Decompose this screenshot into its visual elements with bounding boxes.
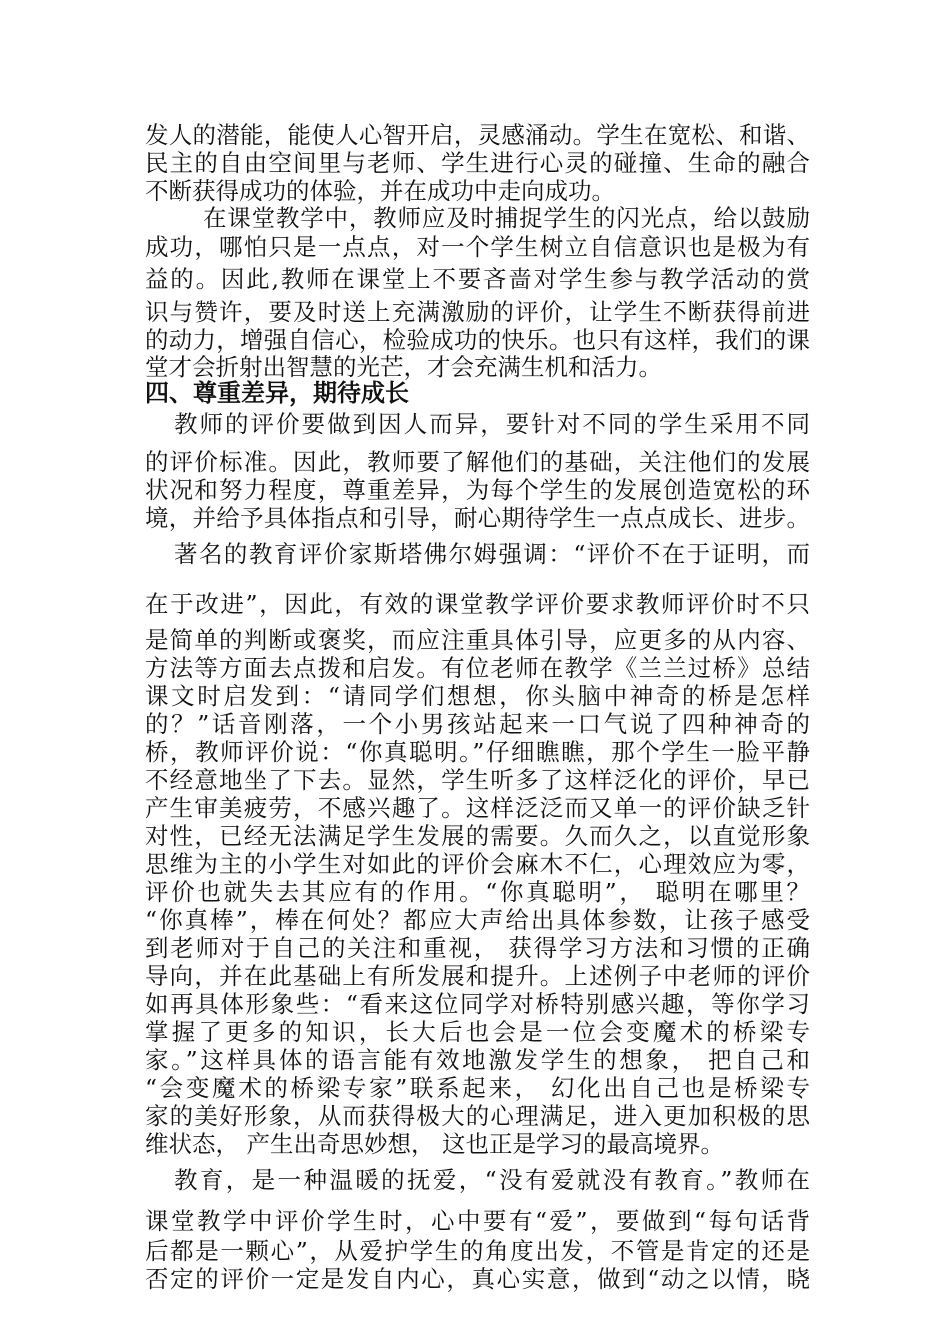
paragraph-4-line-10: 对性，已经无法满足学生发展的需要。久而久之，以直觉形象 — [145, 822, 810, 850]
paragraph-3-line-1: 教师的评价要做到因人而异，要针对不同的学生采用不同 — [174, 410, 810, 438]
paragraph-4-line-6: 的？”话音刚落，一个小男孩站起来一口气说了四种神奇的 — [145, 710, 810, 738]
paragraph-4-line-13: “你真棒”，棒在何处？都应大声给出具体参数，让孩子感受 — [145, 906, 810, 934]
paragraph-2-line-5: 的动力，增强自信心，检验成功的快乐。也只有这样，我们的课 — [145, 326, 810, 354]
paragraph-4-line-20: 家的美好形象，从而获得极大的心理满足，进入更加积极的思 — [145, 1102, 810, 1130]
paragraph-4-line-16: 如再具体形象些：“看来这位同学对桥特别感兴趣，等你学习 — [145, 990, 810, 1018]
paragraph-1-line-2: 民主的自由空间里与老师、学生进行心灵的碰撞、生命的融合 — [145, 149, 810, 177]
paragraph-4-line-3: 是简单的判断或褒奖，而应注重具体引导，应更多的从内容、 — [145, 626, 810, 654]
paragraph-4-line-14: 到老师对于自己的关注和重视， 获得学习方法和习惯的正确 — [145, 934, 810, 962]
paragraph-4-line-15: 导向，并在此基础上有所发展和提升。上述例子中老师的评价 — [145, 962, 810, 990]
paragraph-2-line-4: 识与赞许，要及时送上充满激励的评价，让学生不断获得前进 — [145, 298, 810, 326]
paragraph-5-line-4: 否定的评价一定是发自内心，真心实意，做到“动之以情，晓 — [145, 1265, 810, 1293]
paragraph-4-line-1: 著名的教育评价家斯塔佛尔姆强调：“评价不在于证明，而 — [174, 540, 810, 568]
paragraph-4-line-17: 掌握了更多的知识，长大后也会是一位会变魔术的桥梁专 — [145, 1018, 810, 1046]
paragraph-5-line-2: 课堂教学中评价学生时，心中要有“爱”，要做到“每句话背 — [145, 1207, 810, 1235]
paragraph-4-line-19: “会变魔术的桥梁专家”联系起来， 幻化出自己也是桥梁专 — [145, 1074, 810, 1102]
paragraph-4-line-2: 在于改进”，因此，有效的课堂教学评价要求教师评价时不只 — [145, 590, 810, 618]
paragraph-2-line-3: 益的。因此,教师在课堂上不要吝啬对学生参与教学活动的赏 — [145, 265, 810, 293]
paragraph-2-line-1: 在课堂教学中，教师应及时捕捉学生的闪光点，给以鼓励 — [203, 204, 810, 232]
paragraph-3-line-4: 境，并给予具体指点和引导，耐心期待学生一点点成长、进步。 — [145, 504, 810, 532]
paragraph-2-line-6: 堂才会折射出智慧的光芒，才会充满生机和活力。 — [145, 353, 662, 381]
paragraph-5-line-3: 后都是一颗心”，从爱护学生的角度出发，不管是肯定的还是 — [145, 1237, 810, 1265]
paragraph-2-line-2: 成功，哪怕只是一点点，对一个学生树立自信意识也是极为有 — [145, 233, 810, 261]
paragraph-4-line-8: 不经意地坐了下去。显然，学生听多了这样泛化的评价，早已 — [145, 766, 810, 794]
paragraph-5-line-1: 教育，是一种温暖的抚爱，“没有爱就没有教育。”教师在 — [174, 1166, 810, 1194]
paragraph-4-line-12: 评价也就失去其应有的作用。“你真聪明”， 聪明在哪里？ — [145, 878, 810, 906]
paragraph-3-line-2: 的评价标准。因此，教师要了解他们的基础，关注他们的发展 — [145, 448, 810, 476]
section-heading: 四、尊重差异，期待成长 — [145, 379, 409, 407]
paragraph-1-line-1: 发人的潜能，能使人心智开启，灵感涌动。学生在宽松、和谐、 — [145, 121, 810, 149]
paragraph-4-line-9: 产生审美疲劳，不感兴趣了。这样泛泛而又单一的评价缺乏针 — [145, 794, 810, 822]
paragraph-1-line-3: 不断获得成功的体验，并在成功中走向成功。 — [145, 177, 615, 205]
paragraph-4-line-11: 思维为主的小学生对如此的评价会麻木不仁，心理效应为零， — [145, 850, 810, 878]
paragraph-3-line-3: 状况和努力程度，尊重差异，为每个学生的发展创造宽松的环 — [145, 476, 810, 504]
paragraph-4-line-18: 家。”这样具体的语言能有效地激发学生的想象， 把自己和 — [145, 1046, 810, 1074]
paragraph-4-line-4: 方法等方面去点拨和启发。有位老师在教学《兰兰过桥》总结 — [145, 654, 810, 682]
paragraph-4-line-21: 维状态， 产生出奇思妙想， 这也正是学习的最高境界。 — [145, 1130, 724, 1158]
paragraph-4-line-7: 桥，教师评价说：“你真聪明。”仔细瞧瞧，那个学生一脸平静 — [145, 738, 810, 766]
paragraph-4-line-5: 课文时启发到：“请同学们想想，你头脑中神奇的桥是怎样 — [145, 682, 810, 710]
